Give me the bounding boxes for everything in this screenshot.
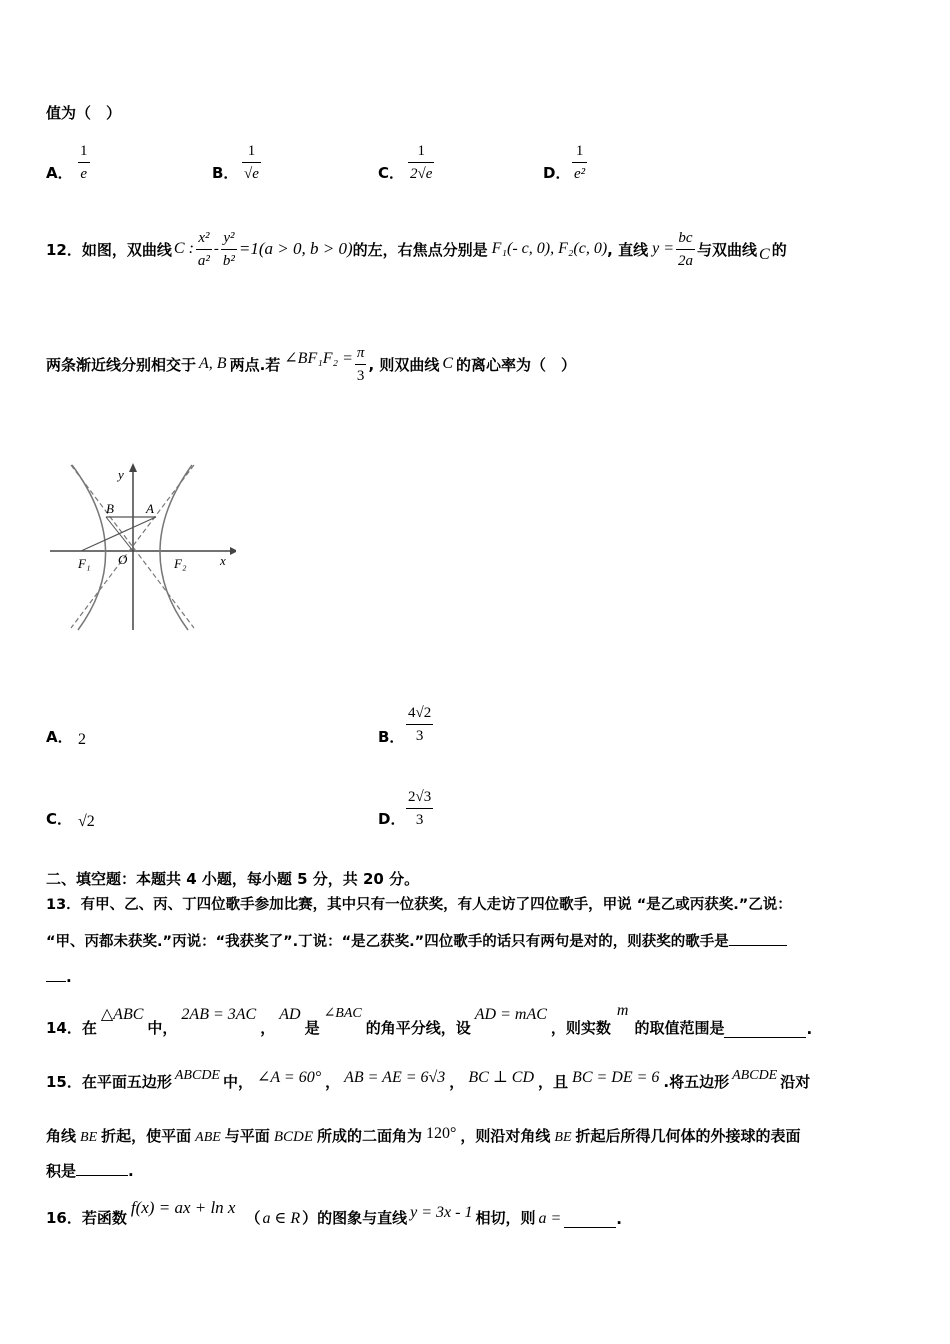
q12-option-c-label: C．	[46, 810, 73, 828]
q12-option-d-label: D．	[378, 810, 406, 828]
label-o: O	[118, 552, 128, 567]
q11-option-d-label: D．	[543, 164, 571, 182]
label-y: y	[118, 467, 124, 482]
section-title: 二、填空题：本题共 4 小题，每小题 5 分，共 20 分。	[46, 870, 420, 888]
q11-option-b-label: B．	[212, 164, 239, 182]
q14-answer-blank[interactable]	[724, 1037, 806, 1038]
label-x: x	[220, 553, 226, 568]
q12-option-a-value: 2	[78, 731, 86, 748]
q13-answer-blank-cont[interactable]	[46, 981, 66, 982]
q13-line2: “甲、丙都未获奖.”丙说：“我获奖了”.丁说：“是乙获奖.”四位歌手的话只有两句是对的，则获奖的歌手是	[46, 930, 787, 951]
segment-af1	[81, 517, 156, 551]
q12-stem-line2: 两条渐近线分别相交于 A, B 两点.若 ∠BF₁F₂ = $\frac{\pi}{3}$ , 则双曲线 C 的离心率为（ ）	[46, 336, 576, 392]
q11-option-c-value: $\frac{1}{2√e}$	[408, 140, 434, 185]
label-a: A	[146, 501, 154, 516]
q11-tail: 值为（ ）	[46, 104, 122, 122]
q15-line1: 15．在平面五边形 ABCDE 中， ∠A = 60° ， AB = AE = 6√3 ， BC ⊥ CD ，且 BC = DE = 6 .将五边形 ABCDE 沿对	[46, 1068, 811, 1091]
hyperbola-figure	[46, 460, 236, 635]
q13-line3: .	[46, 968, 72, 986]
q13-line1: 13．有甲、乙、丙、丁四位歌手参加比赛，其中只有一位获奖，有人走访了四位歌手，甲说 “是乙或丙获奖.”乙说：	[46, 897, 792, 913]
label-f1: F₁	[78, 556, 91, 571]
q15-line3: 积是 .	[46, 1162, 134, 1180]
q13-answer-blank[interactable]	[729, 945, 787, 946]
q15-line2: 角线 BE 折起，使平面 ABE 与平面 BCDE 所成的二面角为 120° ，则沿对角线 BE 折起后所得几何体的外接球的表面	[46, 1125, 801, 1145]
q16-stem: 16．若函数 f(x) = ax + ln x （ a ∈ R ）的图象与直线 y = 3x - 1 相切，则 a = .	[46, 1198, 622, 1228]
q16-answer-blank[interactable]	[564, 1227, 616, 1228]
y-axis-arrow	[129, 463, 137, 472]
q14-stem: 14．在 △ABC 中， 2AB = 3AC ， AD 是 ∠BAC 的角平分线，设 AD = mAC ，则实数 m 的取值范围是 .	[46, 1002, 813, 1038]
q12-option-b-label: B．	[378, 728, 405, 746]
q15-answer-blank[interactable]	[76, 1175, 128, 1176]
q11-option-c-label: C．	[378, 164, 405, 182]
label-f2: F₂	[174, 556, 187, 571]
q12-option-b-value: $\frac{4√2}{3}$	[406, 702, 433, 747]
q12-option-c-value: √2	[78, 813, 95, 830]
q12-option-a-label: A．	[46, 728, 73, 746]
q11-option-d-value: $\frac{1}{\text{e²}}$	[572, 140, 587, 185]
q11-option-a-value: $\frac{1}{e}$	[78, 140, 90, 185]
q12-option-d-value: $\frac{2√3}{3}$	[406, 786, 433, 831]
q11-option-a-label: A．	[46, 164, 73, 182]
segment-bo	[106, 517, 133, 551]
hyperbola-right-branch	[160, 465, 192, 630]
q12-stem-line1: 12． 如图，双曲线 C : $\frac{\text{x²}}{\text{a²}}$ - $\frac{\text{y²}}{\text{b²}}$ =1(a > 0, b > 0) 的左，右焦点分别是 F₁(- c, 0), F₂(c, 0) , 直线 y = $\frac{bc}{2a}$ 与双曲线 C 的	[46, 222, 787, 276]
q11-option-b-value: $\frac{1}{√e}$	[242, 140, 261, 185]
x-axis-arrow	[230, 547, 236, 555]
label-b: B	[106, 501, 114, 516]
